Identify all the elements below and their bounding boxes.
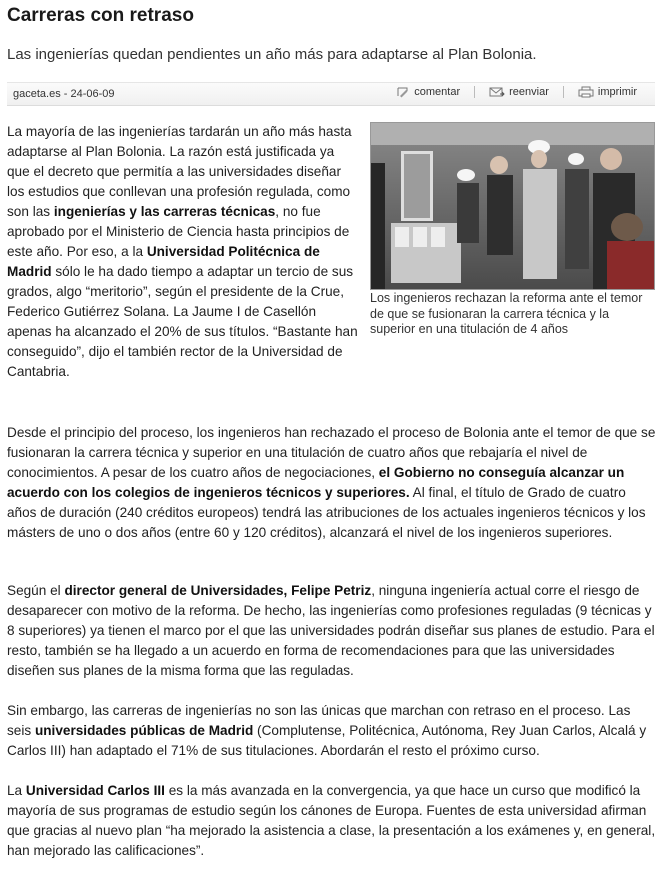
comment-link[interactable] bbox=[396, 86, 460, 98]
print-link[interactable] bbox=[578, 86, 637, 98]
article-paragraph: Según el director general de Universidades, Felipe Petriz, ninguna ingeniería actual corre el riesgo de desaparecer con motivo de la reforma. De hecho, las ingenierías como profesiones reguladas (9 técnicas y 8 superiores) ya tienen el marco por el que las universidades podrán diseñar sus planes de estudio. Para el resto, también se ha llegado a un acuerdo en forma de recomendaciones para que las universidades diseñen sus planes de la misma forma que las reguladas. bbox=[7, 583, 655, 678]
article-photo bbox=[370, 122, 655, 290]
article-paragraph: La mayoría de las ingenierías tardarán un año más hasta adaptarse al Plan Bolonia. La razón está justificada ya que el decreto que permitía a las universidades diseñar los estudios que conllevan una profesión regulada, como son las ingenierías y las carreras técnicas, no fue aprobado por el Ministerio de Ciencia hasta principios de este año. Por eso, a la Universidad Politécnica de Madrid sólo le ha dado tiempo a adaptar un tercio de sus grados, algo “meritorio”, según el presidente de la Crue, Federico Gutiérrez Solana. La Jaume I de Casellón apenas ha alcanzado el 20% de sus títulos. “Bastante han conseguido”, dijo el también rector de la Universidad de Cantabria. bbox=[7, 124, 358, 379]
source-date: gaceta.es - 24-06-09 bbox=[13, 88, 115, 100]
forward-link[interactable] bbox=[489, 86, 549, 98]
article-figure bbox=[370, 122, 655, 338]
article-paragraph: La Universidad Carlos III es la más avanzada en la convergencia, ya que hace un curso que modificó la mayoría de sus programas de estudio según los cánones de Europa. Fuentes de esta universidad afirman que gracias al nuevo plan “ha mejorado la asistencia a clase, la presentación a los exámenes y, en general, han mejorado las calificaciones”. bbox=[7, 783, 656, 858]
article-meta-bar bbox=[7, 82, 655, 106]
printer-icon bbox=[578, 86, 594, 98]
separator bbox=[563, 86, 564, 98]
article-actions bbox=[396, 86, 637, 98]
print-label: imprimir bbox=[597, 86, 637, 98]
envelope-icon bbox=[489, 86, 505, 98]
photo-caption: Los ingenieros rechazan la reforma ante el temor de que se fusionaran la carrera técnica y la superior en una titulación de 4 años bbox=[370, 291, 643, 336]
article-paragraph: Sin embargo, las carreras de ingenierías no son las únicas que marchan con retraso en el proceso. Las seis universidades públicas de Madrid (Complutense, Politécnica, Autónoma, Rey Juan Carlos, Alcalá y Carlos III) han adaptado el 71% de sus titulaciones. Abordarán el resto el próximo curso. bbox=[7, 703, 647, 758]
article-paragraph: Desde el principio del proceso, los ingenieros han rechazado el proceso de Bolonia ante el temor de que se fusionaran la carrera técnica y superior en una titulación de cuatro años que rebajaría el nivel de conocimientos. A pesar de los cuatro años de negociaciones, el Gobierno no conseguía alcanzar un acuerdo con los colegios de ingenieros técnicos y superiores. Al final, el título de Grado de cuatro años de duración (240 créditos europeos) tendrá las atribuciones de los actuales ingenieros técnicos y los másters de uno o dos años (entre 60 y 120 créditos), alcanzará el nivel de los ingenieros superiores. bbox=[7, 425, 656, 540]
forward-label: reenviar bbox=[509, 86, 549, 98]
pencil-icon bbox=[396, 86, 410, 98]
comment-label: comentar bbox=[414, 86, 461, 98]
article-title: Carreras con retraso bbox=[7, 5, 194, 26]
separator bbox=[474, 86, 475, 98]
article-subtitle: Las ingenierías quedan pendientes un año más para adaptarse al Plan Bolonia. bbox=[7, 46, 537, 63]
